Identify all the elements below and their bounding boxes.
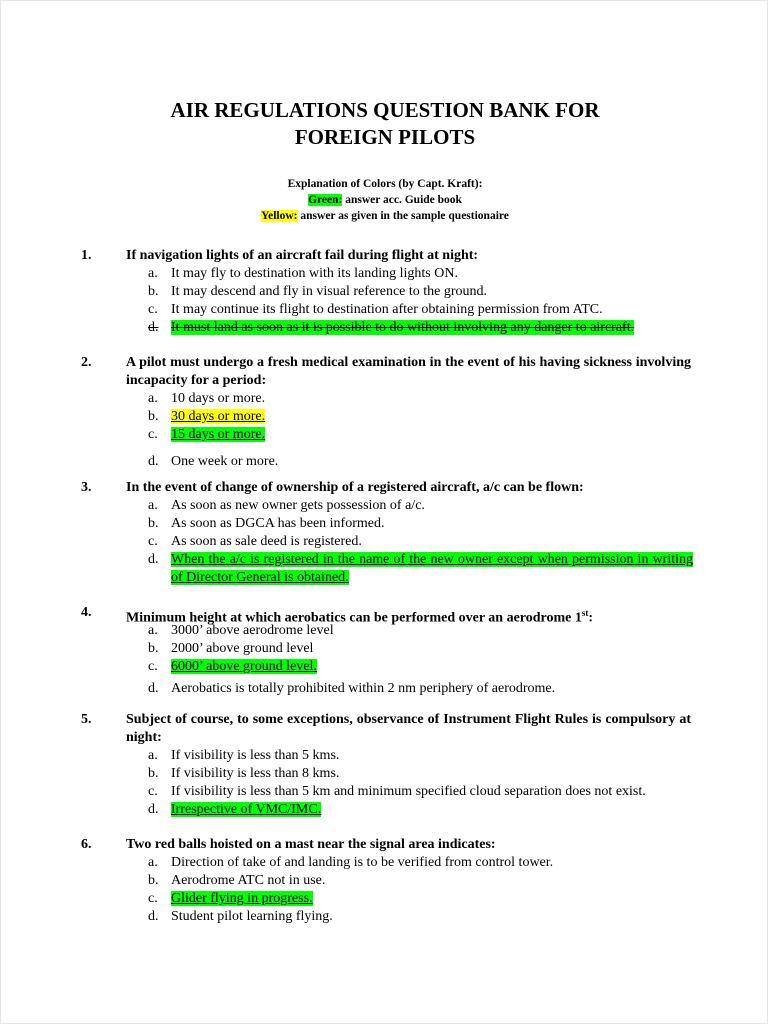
option-a [148,265,693,283]
option-text-answer-yellow: 30 days or more. [171,409,266,424]
option-letter: c. [148,659,158,674]
option-letter: d. [148,909,159,924]
option-a [148,497,693,515]
option-text: As soon as sale deed is registered. [171,534,362,549]
option-text-answer-green: Glider flying in progress. [171,891,313,906]
option-letter: a. [148,498,158,513]
option-letter: b. [148,641,159,656]
option-d [148,551,693,587]
option-text: One week or more. [171,454,279,469]
option-text: Aerodrome ATC not in use. [171,873,326,888]
question-number: 2. [81,355,92,370]
option-letter: b. [148,873,159,888]
option-d [148,680,693,698]
option-text: It may descend and fly in visual reference to the ground. [171,284,488,299]
option-text: If visibility is less than 8 kms. [171,766,340,781]
option-text: If visibility is less than 5 km and minimum specified cloud separation does not exist. [171,784,646,799]
option-text: Direction of take of and landing is to be verified from control tower. [171,855,554,870]
option-c [148,890,693,908]
question-text-end: : [588,610,594,626]
question-text: Two red balls hoisted on a mast near the signal area indicates: [126,837,496,852]
option-b [148,515,693,533]
option-letter: d. [148,320,159,335]
option-letter: d. [148,681,159,696]
option-letter: c. [148,302,158,317]
option-letter: d. [148,454,159,469]
option-text-answer-green: It must land as soon as it is possible to do without involving any danger to aircraft. [171,320,635,335]
legend-yellow-text: answer as given in the sample questionaire [297,210,509,222]
option-c [148,426,693,444]
legend-green-label: Green: [308,194,343,206]
option-c [148,658,693,676]
document-title-line1: AIR REGULATIONS QUESTION BANK FOR [170,98,600,122]
question-text-main: Minimum height at which aerobatics can be performed over an aerodrome 1 [126,610,582,626]
option-letter: b. [148,516,159,531]
legend-heading: Explanation of Colors (by Capt. Kraft): [287,178,483,190]
option-text-answer-green: 15 days or more. [171,427,266,442]
question-text: Subject of course, to some exceptions, observance of Instrument Flight Rules is compulsory at night: [126,712,691,745]
question-number: 3. [81,480,92,495]
option-text: 2000’ above ground level [171,641,314,656]
option-letter: a. [148,266,158,281]
question-number: 1. [81,248,92,263]
question-text: In the event of change of ownership of a registered aircraft, a/c can be flown: [126,480,584,495]
option-letter: d. [148,802,159,817]
option-letter: c. [148,427,158,442]
document-title-line2: FOREIGN PILOTS [294,125,476,149]
legend-yellow-label: Yellow: [261,210,298,222]
option-a [148,390,693,408]
option-b [148,640,693,658]
option-letter: c. [148,534,158,549]
option-letter: a. [148,748,158,763]
option-d [148,908,693,926]
option-text-answer-green: Irrespective of VMC/IMC. [171,802,322,817]
option-letter: a. [148,623,158,638]
option-letter: c. [148,784,158,799]
option-a [148,622,693,640]
legend-green-text: answer acc. Guide book [342,194,462,206]
option-b [148,283,693,301]
option-letter: d. [148,552,159,567]
option-a [148,747,693,765]
option-text: Aerobatics is totally prohibited within 2 nm periphery of aerodrome. [171,681,556,696]
option-c [148,533,693,551]
option-c [148,783,693,801]
option-letter: b. [148,766,159,781]
option-d [148,801,693,819]
option-text: 10 days or more. [171,391,266,406]
question-number: 5. [81,712,92,727]
option-letter: c. [148,891,158,906]
option-c [148,301,693,319]
option-text: Student pilot learning flying. [171,909,333,924]
legend-yellow-row [1,208,768,224]
question-number: 6. [81,837,92,852]
option-b [148,408,693,426]
option-d [148,453,693,471]
option-text: It may continue its flight to destination after obtaining permission from ATC. [171,302,603,317]
option-text-answer-green: When the a/c is registered in the name of the new owner except when permission in writing of Director General is obtained. [171,552,693,585]
question-text: If navigation lights of an aircraft fail during flight at night: [126,248,479,263]
option-letter: a. [148,855,158,870]
option-text: As soon as DGCA has been informed. [171,516,385,531]
option-text: As soon as new owner gets possession of a/c. [171,498,425,513]
question-number: 4. [81,605,92,620]
option-text: 3000’ above aerodrome level [171,623,334,638]
option-letter: b. [148,284,159,299]
question-text-superscript: st [581,608,589,618]
option-d [148,319,693,337]
question-text: A pilot must undergo a fresh medical examination in the event of his having sickness involving incapacity for a period: [126,355,691,388]
legend-green-row [1,192,768,208]
option-b [148,765,693,783]
option-b [148,872,693,890]
option-letter: b. [148,409,159,424]
option-text: It may fly to destination with its landing lights ON. [171,266,458,281]
option-letter: a. [148,391,158,406]
option-a [148,854,693,872]
option-text-answer-green: 6000’ above ground level. [171,659,317,674]
color-legend [1,176,768,224]
option-text: If visibility is less than 5 kms. [171,748,340,763]
